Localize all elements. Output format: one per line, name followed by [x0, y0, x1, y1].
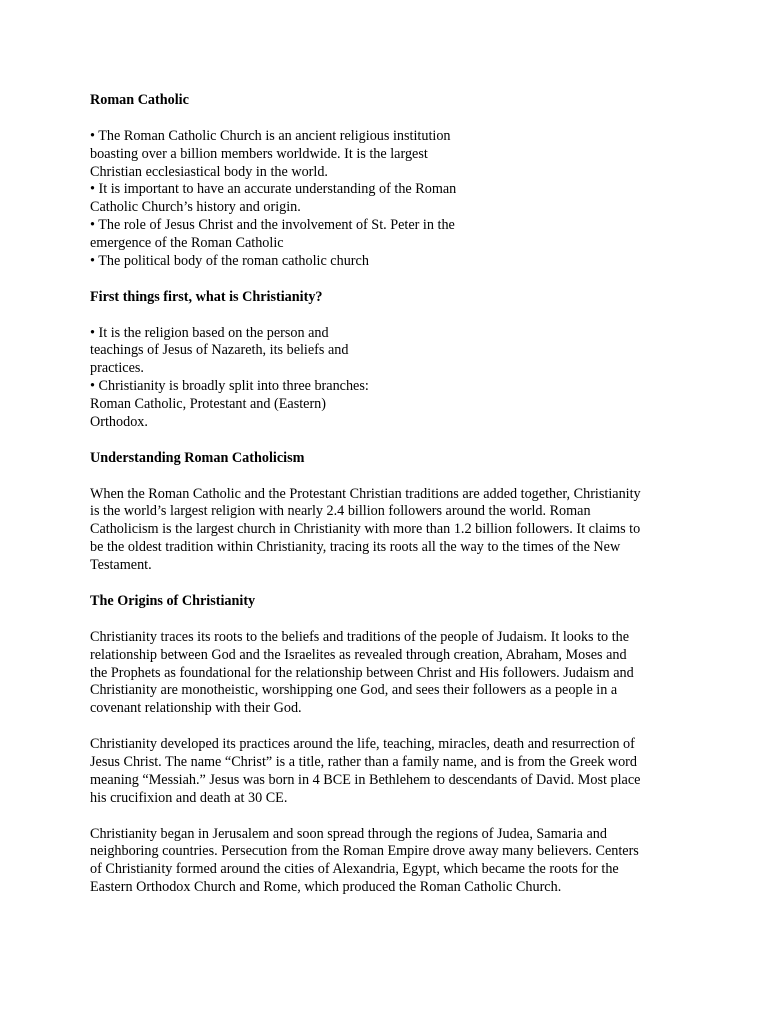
text-line: neighboring countries. Persecution from the Roman Empire drove away many believers. Centers [90, 843, 639, 860]
text-line: • The role of Jesus Christ and the involvement of St. Peter in the [90, 217, 455, 234]
text-line: • It is the religion based on the person and [90, 324, 329, 341]
text-line: Orthodox. [90, 414, 148, 431]
text-line: of Christianity formed around the cities of Alexandria, Egypt, which became the roots for the [90, 861, 619, 878]
text-line: is the world’s largest religion with nearly 2.4 billion followers around the world. Roman [90, 503, 591, 520]
text-line: When the Roman Catholic and the Protestant Christian traditions are added together, Christianity [90, 485, 641, 502]
text-line: • It is important to have an accurate understanding of the Roman [90, 181, 457, 198]
text-line: • The Roman Catholic Church is an ancient religious institution [90, 127, 451, 144]
document-page [90, 92, 690, 897]
text-line: covenant relationship with their God. [90, 700, 302, 717]
text-line: Testament. [90, 557, 152, 574]
section-heading: Roman Catholic [90, 92, 189, 108]
text-line: his crucifixion and death at 30 CE. [90, 789, 288, 806]
section-heading: The Origins of Christianity [90, 592, 256, 609]
text-line: Roman Catholic, Protestant and (Eastern) [90, 396, 327, 413]
text-line: emergence of the Roman Catholic [90, 235, 284, 252]
text-line: meaning “Messiah.” Jesus was born in 4 BCE in Bethlehem to descendants of David. Most place [90, 771, 641, 788]
text-line: Jesus Christ. The name “Christ” is a title, rather than a family name, and is from the Greek word [90, 753, 637, 770]
text-line: be the oldest tradition within Christianity, tracing its roots all the way to the times of the New [90, 539, 621, 556]
text-line: Christianity traces its roots to the beliefs and traditions of the people of Judaism. It looks to the [90, 628, 630, 645]
text-line: the Prophets as foundational for the relationship between Christ and His followers. Judaism and [90, 664, 634, 681]
text-line: boasting over a billion members worldwide. It is the largest [90, 145, 428, 162]
section-heading: Understanding Roman Catholicism [90, 449, 305, 466]
text-line: Catholicism is the largest church in Christianity with more than 1.2 billion followers. It claims to [90, 521, 641, 538]
text-line: Catholic Church’s history and origin. [90, 199, 301, 216]
text-line: • The political body of the roman catholic church [90, 253, 369, 270]
text-line: Christianity began in Jerusalem and soon spread through the regions of Judea, Samaria and [90, 825, 607, 842]
text-line: Christianity developed its practices around the life, teaching, miracles, death and resurrection of [90, 736, 635, 753]
text-line: teachings of Jesus of Nazareth, its beliefs and [90, 342, 349, 359]
text-line: • Christianity is broadly split into three branches: [90, 378, 369, 395]
text-line: Christian ecclesiastical body in the world. [90, 163, 328, 180]
text-line: relationship between God and the Israelites as revealed through creation, Abraham, Moses and [90, 646, 627, 663]
section-heading: First things first, what is Christianity? [90, 288, 323, 305]
text-line: Christianity are monotheistic, worshipping one God, and sees their followers as a people in a [90, 682, 618, 699]
text-line: Eastern Orthodox Church and Rome, which produced the Roman Catholic Church. [90, 879, 562, 896]
text-line: practices. [90, 360, 144, 377]
